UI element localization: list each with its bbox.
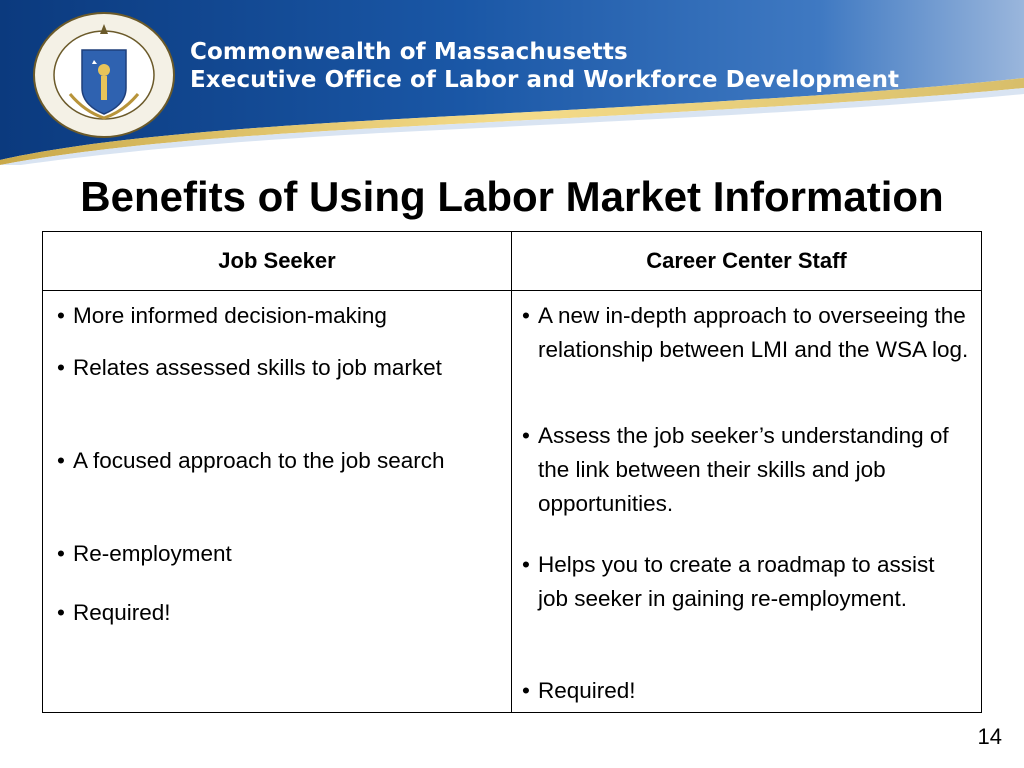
header-career-center-staff: Career Center Staff bbox=[512, 232, 982, 291]
organization-name bbox=[190, 38, 899, 94]
list-item: • A new in-depth approach to overseeing the relationship between LMI and the WSA log. bbox=[522, 299, 973, 367]
list-item: • More informed decision-making bbox=[57, 299, 513, 333]
list-item: • Relates assessed skills to job market bbox=[57, 351, 473, 385]
list-item: • Helps you to create a roadmap to assist job seeker in gaining re-employment. bbox=[522, 548, 958, 616]
bullet-icon: • bbox=[522, 678, 530, 703]
header-banner bbox=[0, 0, 1024, 165]
bullet-icon: • bbox=[522, 423, 530, 448]
bullet-icon: • bbox=[57, 541, 65, 566]
bullet-icon: • bbox=[57, 355, 65, 380]
table-body-row bbox=[43, 291, 982, 713]
benefits-table bbox=[42, 231, 982, 713]
header-job-seeker: Job Seeker bbox=[43, 232, 512, 291]
massachusetts-seal-logo bbox=[30, 10, 178, 140]
list-item: • Assess the job seeker’s understanding of the link between their skills and job opportunities. bbox=[522, 419, 983, 521]
org-line-2: Executive Office of Labor and Workforce Development bbox=[190, 67, 900, 93]
bullet-icon: • bbox=[522, 303, 530, 328]
list-item: • Required! bbox=[522, 674, 958, 708]
bullet-icon: • bbox=[522, 552, 530, 577]
job-seeker-cell bbox=[43, 291, 512, 713]
list-item: • Required! bbox=[57, 596, 473, 630]
bullet-icon: • bbox=[57, 303, 65, 328]
bullet-icon: • bbox=[57, 448, 65, 473]
bullet-icon: • bbox=[57, 600, 65, 625]
list-item: • Re-employment bbox=[57, 537, 473, 571]
page-number: 14 bbox=[977, 724, 1002, 749]
list-item: • A focused approach to the job search bbox=[57, 444, 473, 478]
org-line-1: Commonwealth of Massachusetts bbox=[190, 39, 628, 65]
career-center-staff-cell bbox=[512, 291, 982, 713]
slide-title: Benefits of Using Labor Market Information bbox=[80, 173, 944, 220]
table-header-row bbox=[43, 232, 982, 291]
